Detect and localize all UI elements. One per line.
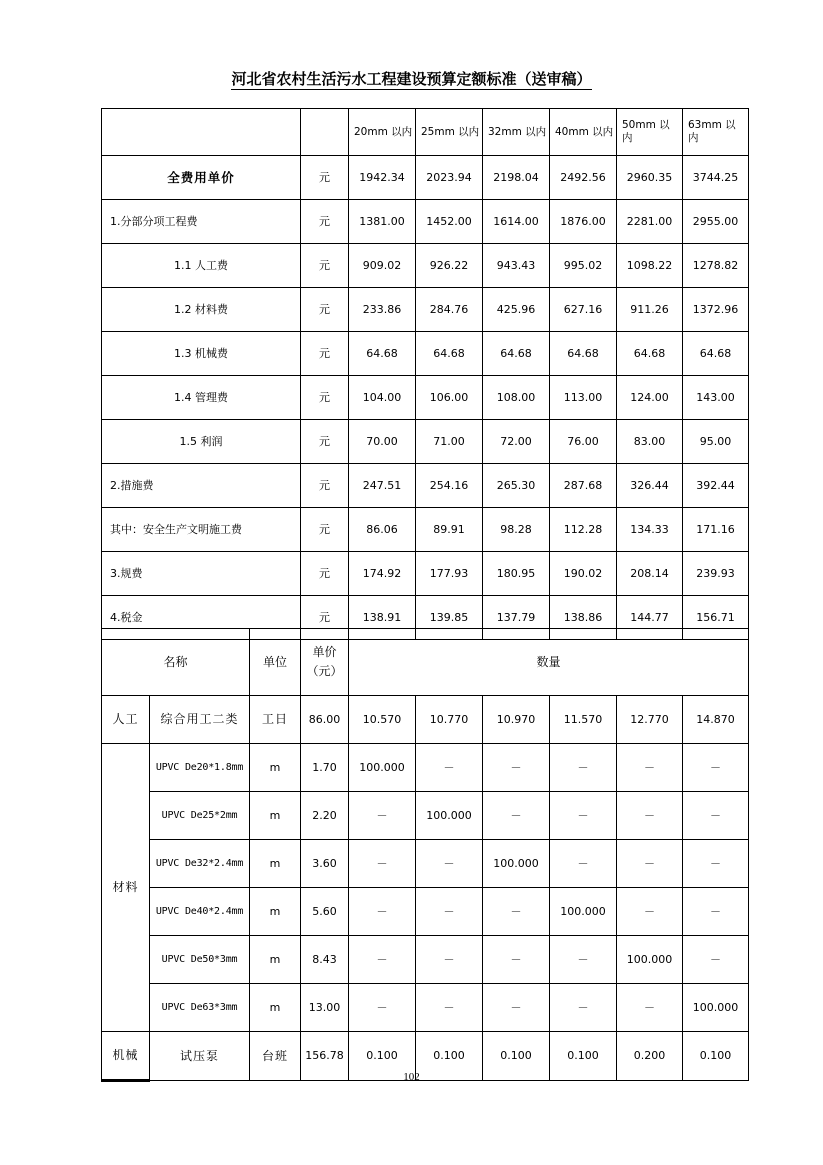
cost-row-value: 1942.34 xyxy=(349,156,416,200)
cost-row-value: 64.68 xyxy=(349,332,416,376)
qty-row-quantity: － xyxy=(617,984,683,1032)
qty-row-name: UPVC De40*2.4mm xyxy=(150,888,250,936)
cost-row-label: 全费用单价 xyxy=(102,156,301,200)
cost-row-value: 265.30 xyxy=(483,464,550,508)
cost-header-size-6: 63mm 以内 xyxy=(683,109,749,156)
cost-row-value: 156.71 xyxy=(683,596,749,640)
qty-row-quantity: － xyxy=(550,840,617,888)
cost-row-value: 2492.56 xyxy=(550,156,617,200)
qty-row-quantity: － xyxy=(683,840,749,888)
page-title-text: 河北省农村生活污水工程建设预算定额标准（送审稿） xyxy=(231,70,592,88)
cost-row-unit: 元 xyxy=(301,244,349,288)
cost-row-value: 911.26 xyxy=(617,288,683,332)
qty-row-quantity: 12.770 xyxy=(617,696,683,744)
cost-row-value: 1278.82 xyxy=(683,244,749,288)
cost-row-label: 1.5 利润 xyxy=(102,420,301,464)
cost-row-value: 208.14 xyxy=(617,552,683,596)
cost-header-size-4: 40mm 以内 xyxy=(550,109,617,156)
qty-row-unit: m xyxy=(250,792,301,840)
cost-row-unit: 元 xyxy=(301,288,349,332)
cost-row-value: 138.91 xyxy=(349,596,416,640)
qty-row-unit: m xyxy=(250,936,301,984)
qty-row-quantity: 0.100 xyxy=(550,1032,617,1081)
cost-header-size-1: 20mm 以内 xyxy=(349,109,416,156)
qty-row-quantity: － xyxy=(483,744,550,792)
qty-row-quantity: － xyxy=(349,840,416,888)
qty-row-quantity: 14.870 xyxy=(683,696,749,744)
cost-row-value: 943.43 xyxy=(483,244,550,288)
cost-row-unit: 元 xyxy=(301,596,349,640)
cost-row-value: 64.68 xyxy=(416,332,483,376)
cost-row-value: 76.00 xyxy=(550,420,617,464)
cost-row-value: 177.93 xyxy=(416,552,483,596)
qty-header-unit: 单位 xyxy=(250,629,301,696)
cost-row-label: 2.措施费 xyxy=(102,464,301,508)
page-title xyxy=(0,68,823,89)
cost-row-label: 1.2 材料费 xyxy=(102,288,301,332)
cost-row-value: 233.86 xyxy=(349,288,416,332)
qty-row-quantity: － xyxy=(683,936,749,984)
cost-header-blank-name xyxy=(102,109,301,156)
cost-row-value: 144.77 xyxy=(617,596,683,640)
qty-row-unit: m xyxy=(250,984,301,1032)
qty-row-quantity: 10.970 xyxy=(483,696,550,744)
cost-row-value: 95.00 xyxy=(683,420,749,464)
cost-row-value: 64.68 xyxy=(483,332,550,376)
cost-row-value: 284.76 xyxy=(416,288,483,332)
qty-row-name: UPVC De50*3mm xyxy=(150,936,250,984)
cost-row-value: 180.95 xyxy=(483,552,550,596)
cost-row-value: 1381.00 xyxy=(349,200,416,244)
qty-row-quantity: 11.570 xyxy=(550,696,617,744)
qty-row-quantity: － xyxy=(550,936,617,984)
cost-row-unit: 元 xyxy=(301,508,349,552)
qty-row-quantity: 100.000 xyxy=(683,984,749,1032)
cost-row-label: 其中：安全生产文明施工费 xyxy=(102,508,301,552)
qty-header-name: 名称 xyxy=(102,629,250,696)
qty-row-quantity: 100.000 xyxy=(416,792,483,840)
cost-row-value: 139.85 xyxy=(416,596,483,640)
table-row xyxy=(102,376,749,420)
cost-row-label: 1.3 机械费 xyxy=(102,332,301,376)
cost-row-value: 112.28 xyxy=(550,508,617,552)
qty-row-quantity: 10.570 xyxy=(349,696,416,744)
qty-row-quantity: 100.000 xyxy=(617,936,683,984)
cost-row-value: 909.02 xyxy=(349,244,416,288)
cost-row-value: 326.44 xyxy=(617,464,683,508)
qty-row-quantity: － xyxy=(483,936,550,984)
qty-header-quantity: 数量 xyxy=(349,629,749,696)
qty-row-quantity: － xyxy=(483,984,550,1032)
qty-row-quantity: － xyxy=(683,744,749,792)
cost-row-value: 1876.00 xyxy=(550,200,617,244)
cost-row-label: 4.税金 xyxy=(102,596,301,640)
qty-row-quantity: － xyxy=(416,744,483,792)
qty-row-name: UPVC De63*3mm xyxy=(150,984,250,1032)
cost-row-label: 3.规费 xyxy=(102,552,301,596)
qty-row-quantity: － xyxy=(550,984,617,1032)
qty-row-unit-price: 3.60 xyxy=(301,840,349,888)
cost-header-size-2: 25mm 以内 xyxy=(416,109,483,156)
cost-row-value: 71.00 xyxy=(416,420,483,464)
cost-row-value: 995.02 xyxy=(550,244,617,288)
qty-row-name: UPVC De25*2mm xyxy=(150,792,250,840)
table-row xyxy=(102,888,749,936)
qty-row-quantity: 100.000 xyxy=(550,888,617,936)
cost-row-unit: 元 xyxy=(301,332,349,376)
cost-row-value: 106.00 xyxy=(416,376,483,420)
table-row xyxy=(102,984,749,1032)
table-row xyxy=(102,420,749,464)
qty-row-quantity: 100.000 xyxy=(483,840,550,888)
cost-header-size-3: 32mm 以内 xyxy=(483,109,550,156)
qty-row-quantity: － xyxy=(617,792,683,840)
page-number: 102 xyxy=(403,1071,420,1083)
cost-row-value: 86.06 xyxy=(349,508,416,552)
qty-row-quantity: － xyxy=(349,984,416,1032)
qty-row-unit: 工日 xyxy=(250,696,301,744)
cost-row-value: 2198.04 xyxy=(483,156,550,200)
qty-row-name: 综合用工二类 xyxy=(150,696,250,744)
cost-row-value: 70.00 xyxy=(349,420,416,464)
cost-row-value: 2023.94 xyxy=(416,156,483,200)
table-row xyxy=(102,288,749,332)
table-row xyxy=(102,840,749,888)
qty-row-quantity: － xyxy=(416,840,483,888)
qty-row-unit: 台班 xyxy=(250,1032,301,1081)
table-row xyxy=(102,744,749,792)
table-row xyxy=(102,792,749,840)
cost-row-value: 239.93 xyxy=(683,552,749,596)
qty-row-unit-price: 86.00 xyxy=(301,696,349,744)
cost-row-value: 134.33 xyxy=(617,508,683,552)
cost-row-value: 98.28 xyxy=(483,508,550,552)
cost-row-value: 1098.22 xyxy=(617,244,683,288)
qty-row-quantity: － xyxy=(483,888,550,936)
table-row xyxy=(102,244,749,288)
qty-row-category: 机械 xyxy=(102,1032,150,1081)
qty-row-name: UPVC De32*2.4mm xyxy=(150,840,250,888)
cost-row-value: 926.22 xyxy=(416,244,483,288)
qty-row-quantity: 0.100 xyxy=(683,1032,749,1081)
cost-row-value: 72.00 xyxy=(483,420,550,464)
qty-row-unit-price: 156.78 xyxy=(301,1032,349,1081)
cost-row-value: 138.86 xyxy=(550,596,617,640)
qty-row-quantity: － xyxy=(617,840,683,888)
cost-row-unit: 元 xyxy=(301,200,349,244)
cost-row-value: 2281.00 xyxy=(617,200,683,244)
cost-row-value: 1614.00 xyxy=(483,200,550,244)
cost-row-value: 143.00 xyxy=(683,376,749,420)
qty-row-category: 材料 xyxy=(102,744,150,1032)
qty-row-quantity: － xyxy=(550,792,617,840)
cost-row-value: 627.16 xyxy=(550,288,617,332)
cost-header-size-5: 50mm 以内 xyxy=(617,109,683,156)
cost-row-value: 247.51 xyxy=(349,464,416,508)
cost-row-value: 425.96 xyxy=(483,288,550,332)
cost-row-value: 1452.00 xyxy=(416,200,483,244)
cost-row-unit: 元 xyxy=(301,156,349,200)
qty-row-unit-price: 1.70 xyxy=(301,744,349,792)
qty-row-quantity: 0.100 xyxy=(416,1032,483,1081)
qty-row-unit: m xyxy=(250,888,301,936)
table-row xyxy=(102,464,749,508)
cost-row-label: 1.分部分项工程费 xyxy=(102,200,301,244)
cost-row-value: 392.44 xyxy=(683,464,749,508)
qty-row-quantity: 0.200 xyxy=(617,1032,683,1081)
qty-row-unit: m xyxy=(250,744,301,792)
qty-row-quantity: － xyxy=(683,888,749,936)
table-row xyxy=(102,156,749,200)
table-row xyxy=(102,696,749,744)
cost-row-value: 104.00 xyxy=(349,376,416,420)
table-row xyxy=(102,332,749,376)
cost-row-value: 113.00 xyxy=(550,376,617,420)
table-row xyxy=(102,936,749,984)
cost-row-value: 174.92 xyxy=(349,552,416,596)
qty-row-unit-price: 8.43 xyxy=(301,936,349,984)
qty-row-quantity: 0.100 xyxy=(483,1032,550,1081)
cost-row-value: 190.02 xyxy=(550,552,617,596)
cost-row-value: 64.68 xyxy=(683,332,749,376)
cost-row-label: 1.4 管理费 xyxy=(102,376,301,420)
qty-header-unit-price-line1: 单价 xyxy=(312,645,337,660)
qty-row-name: UPVC De20*1.8mm xyxy=(150,744,250,792)
table-row xyxy=(102,508,749,552)
qty-row-quantity: － xyxy=(349,792,416,840)
cost-row-unit: 元 xyxy=(301,376,349,420)
qty-row-quantity: － xyxy=(617,888,683,936)
cost-row-value: 64.68 xyxy=(617,332,683,376)
qty-row-quantity: － xyxy=(416,984,483,1032)
qty-row-unit-price: 2.20 xyxy=(301,792,349,840)
qty-row-quantity: － xyxy=(683,792,749,840)
qty-row-quantity: 10.770 xyxy=(416,696,483,744)
table-row xyxy=(102,200,749,244)
qty-row-quantity: 100.000 xyxy=(349,744,416,792)
qty-header-unit-price xyxy=(301,629,349,696)
qty-row-category: 人工 xyxy=(102,696,150,744)
qty-row-name: 试压泵 xyxy=(150,1032,250,1081)
cost-row-value: 287.68 xyxy=(550,464,617,508)
cost-row-label: 1.1 人工费 xyxy=(102,244,301,288)
quantity-table xyxy=(101,628,749,1082)
table-row xyxy=(102,552,749,596)
cost-row-value: 64.68 xyxy=(550,332,617,376)
qty-row-quantity: － xyxy=(550,744,617,792)
cost-row-value: 171.16 xyxy=(683,508,749,552)
cost-row-value: 137.79 xyxy=(483,596,550,640)
cost-row-value: 83.00 xyxy=(617,420,683,464)
cost-row-unit: 元 xyxy=(301,420,349,464)
cost-row-value: 2955.00 xyxy=(683,200,749,244)
cost-row-unit: 元 xyxy=(301,552,349,596)
cost-header-blank-unit xyxy=(301,109,349,156)
cost-row-value: 108.00 xyxy=(483,376,550,420)
qty-table-header-row xyxy=(102,629,749,696)
cost-row-value: 124.00 xyxy=(617,376,683,420)
qty-row-unit-price: 13.00 xyxy=(301,984,349,1032)
qty-row-unit: m xyxy=(250,840,301,888)
qty-row-quantity: － xyxy=(416,936,483,984)
qty-row-quantity: － xyxy=(349,936,416,984)
qty-row-quantity: － xyxy=(617,744,683,792)
qty-row-quantity: 0.100 xyxy=(349,1032,416,1081)
cost-table-header-row xyxy=(102,109,749,156)
qty-row-quantity: － xyxy=(349,888,416,936)
qty-row-unit-price: 5.60 xyxy=(301,888,349,936)
cost-row-value: 3744.25 xyxy=(683,156,749,200)
cost-summary-table xyxy=(101,108,749,640)
cost-row-unit: 元 xyxy=(301,464,349,508)
cost-row-value: 89.91 xyxy=(416,508,483,552)
qty-header-unit-price-line2: （元） xyxy=(306,664,343,678)
cost-row-value: 1372.96 xyxy=(683,288,749,332)
cost-row-value: 2960.35 xyxy=(617,156,683,200)
qty-row-quantity: － xyxy=(416,888,483,936)
cost-row-value: 254.16 xyxy=(416,464,483,508)
qty-row-quantity: － xyxy=(483,792,550,840)
